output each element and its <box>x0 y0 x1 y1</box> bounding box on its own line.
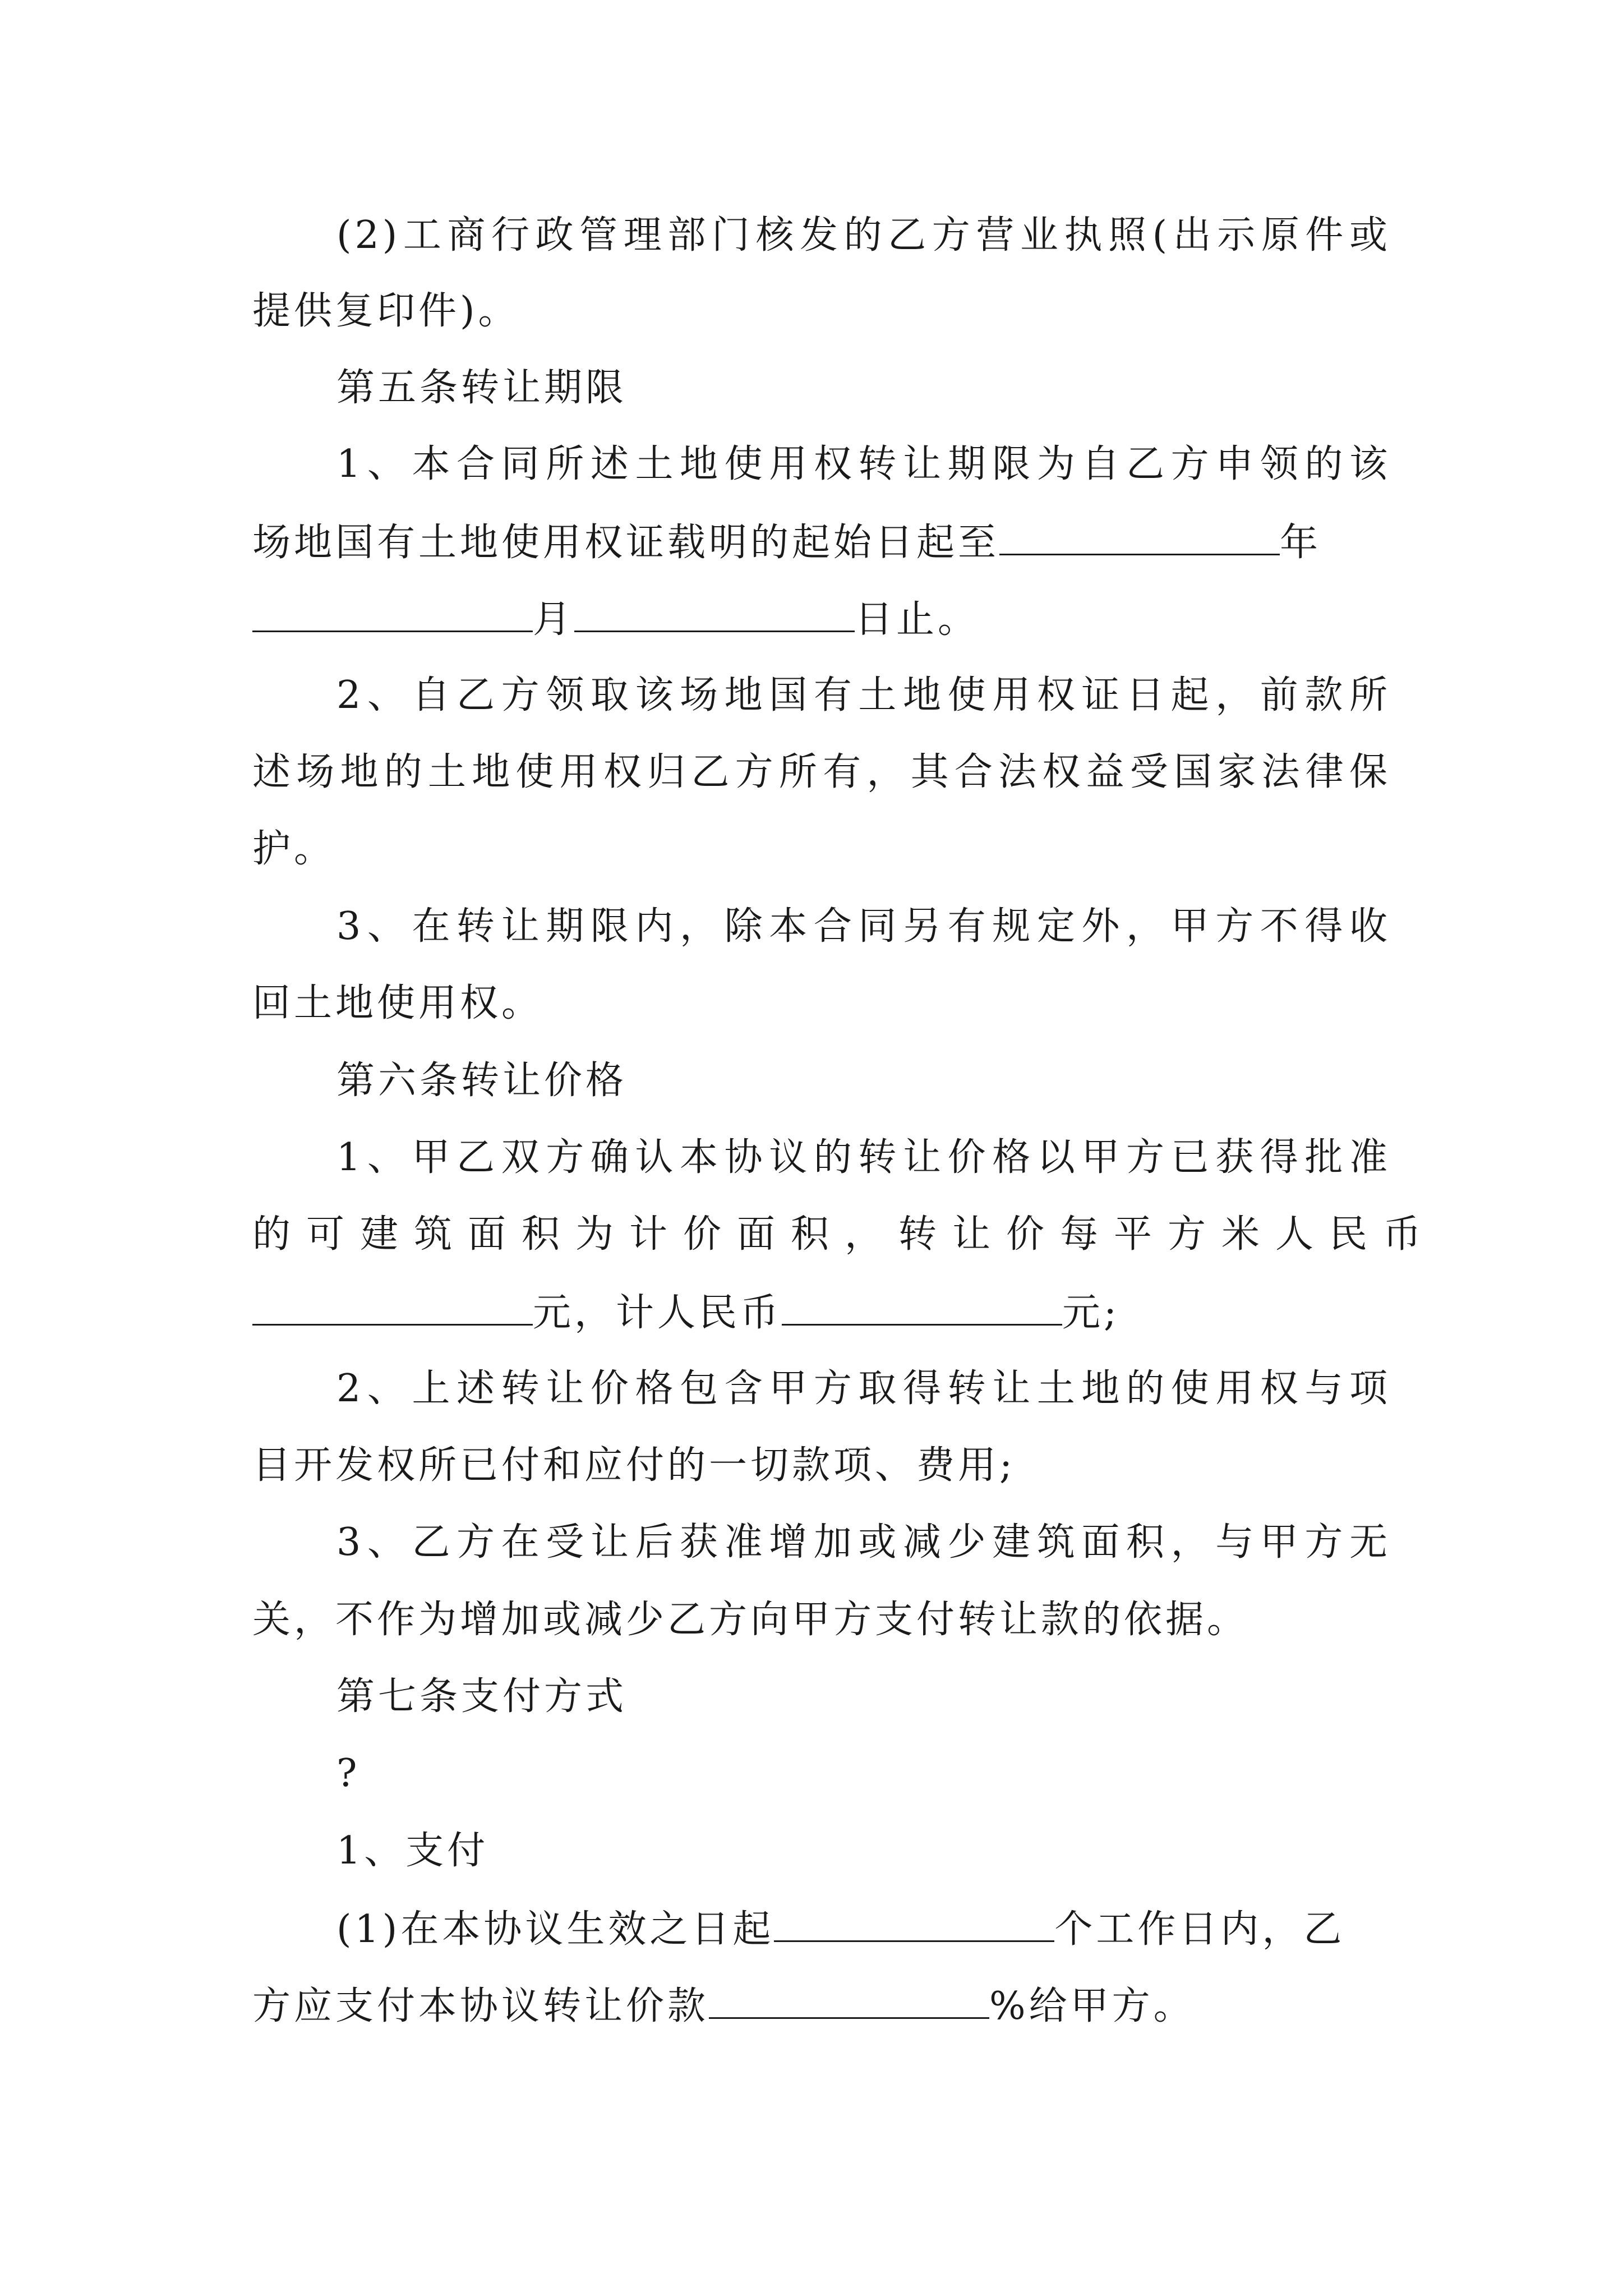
text: 1、甲乙双方确认本协议的转让价格以甲方已获得批准 <box>336 1135 1391 1180</box>
text: 回土地使用权。 <box>252 981 543 1025</box>
paragraph-line <box>252 981 1391 1026</box>
text: 3、在转让期限内，除本合同另有规定外，甲方不得收 <box>336 904 1391 949</box>
text: 目开发权所已付和应付的一切款项、费用; <box>252 1443 1016 1488</box>
text: 日止。 <box>855 597 980 642</box>
text: 年 <box>1280 521 1322 565</box>
paragraph-line <box>336 673 1391 718</box>
paragraph-line <box>336 442 1391 487</box>
text: 1、支付 <box>336 1829 489 1873</box>
paragraph-line <box>336 213 1391 258</box>
paragraph-line <box>336 1366 1391 1411</box>
paragraph-line <box>336 1751 1391 1796</box>
blank-percentage-field[interactable] <box>709 1982 989 2019</box>
paragraph-line <box>336 904 1391 949</box>
text: 月 <box>533 597 575 642</box>
paragraph-line <box>252 750 1391 795</box>
text: 元，计人民币 <box>533 1291 782 1335</box>
text: 个工作日内，乙 <box>1054 1907 1345 1952</box>
paragraph-line <box>252 1598 1391 1642</box>
paragraph-line <box>252 596 1391 642</box>
paragraph-line <box>252 289 1391 334</box>
text: 提供复印件)。 <box>252 289 520 333</box>
paragraph-line <box>336 1829 1391 1874</box>
paragraph-line <box>336 1906 1391 1952</box>
text: 3、乙方在受让后获准增加或减少建筑面积，与甲方无 <box>336 1520 1391 1565</box>
heading-text: 第六条转让价格 <box>336 1059 628 1103</box>
blank-year-value-field[interactable] <box>252 596 533 632</box>
text: 护。 <box>252 827 336 871</box>
section-heading-7 <box>336 1674 1391 1719</box>
paragraph-line <box>252 1982 1391 2029</box>
text: 1、本合同所述土地使用权转让期限为自乙方申领的该 <box>336 442 1391 486</box>
paragraph-line <box>336 1520 1391 1565</box>
text: 述场地的土地使用权归乙方所有，其合法权益受国家法律保 <box>252 750 1391 794</box>
blank-price-per-sqm-field[interactable] <box>252 1289 533 1326</box>
blank-total-price-field[interactable] <box>782 1289 1062 1326</box>
paragraph-line <box>252 827 1391 872</box>
text: 元; <box>1062 1291 1120 1335</box>
paragraph-line <box>252 1443 1391 1488</box>
section-heading-6 <box>336 1059 1391 1103</box>
blank-year-field[interactable] <box>999 519 1280 555</box>
text: 2、上述转让价格包含甲方取得转让土地的使用权与项 <box>336 1366 1391 1411</box>
heading-text: 第七条支付方式 <box>336 1674 628 1719</box>
paragraph-line <box>336 1135 1391 1180</box>
blank-month-field[interactable] <box>574 596 855 632</box>
text: ? <box>336 1751 361 1796</box>
blank-working-days-field[interactable] <box>774 1906 1054 1942</box>
text: 关，不作为增加或减少乙方向甲方支付转让款的依据。 <box>252 1598 1249 1642</box>
text: 的可建筑面积为计价面积，转让价每平方米人民币 <box>252 1212 1437 1257</box>
text: 场地国有土地使用权证载明的起始日起至 <box>252 521 1000 565</box>
text: 方应支付本协议转让价款 <box>252 1984 709 2028</box>
paragraph-line <box>252 1289 1391 1336</box>
paragraph-line <box>252 1212 1437 1257</box>
text: %给甲方。 <box>989 1984 1195 2028</box>
paragraph-line <box>252 519 1391 565</box>
section-heading-5 <box>336 366 1391 411</box>
text: (1)在本协议生效之日起 <box>336 1907 774 1952</box>
text: (2)工商行政管理部门核发的乙方营业执照(出示原件或 <box>336 213 1391 257</box>
text: 2、自乙方领取该场地国有土地使用权证日起，前款所 <box>336 673 1391 717</box>
heading-text: 第五条转让期限 <box>336 366 628 410</box>
